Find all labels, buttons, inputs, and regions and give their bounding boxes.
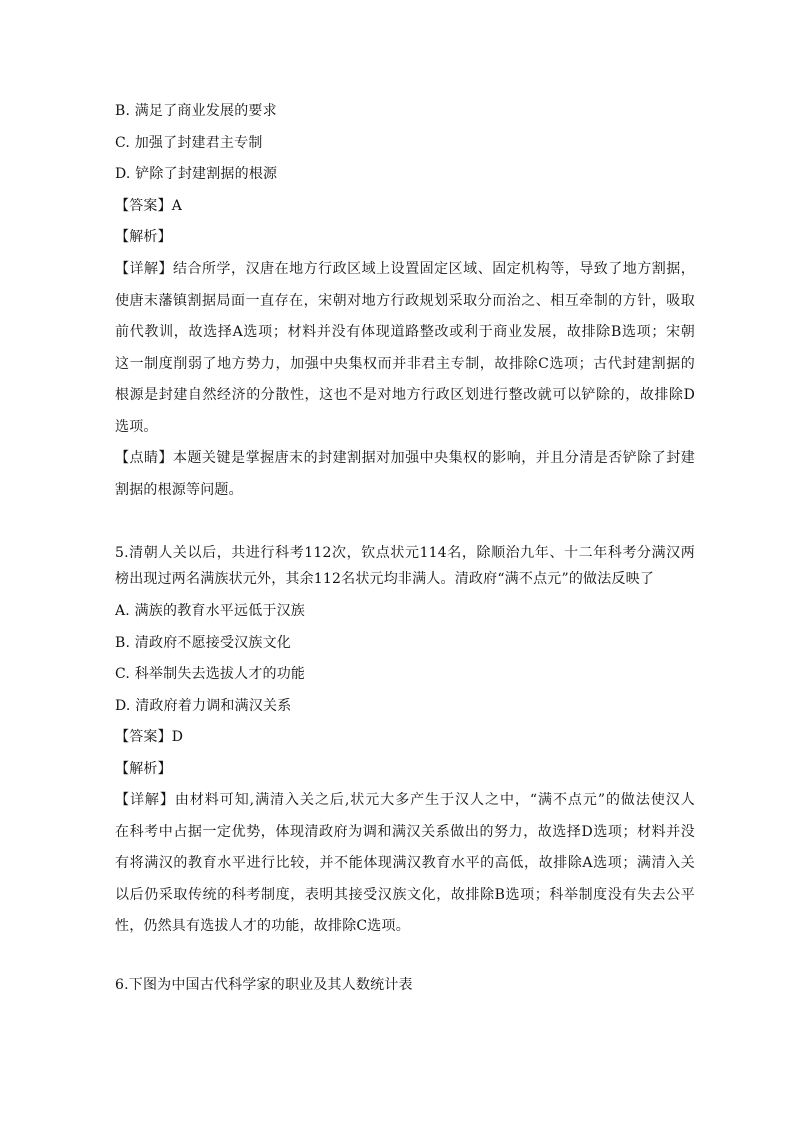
q5-detail-line: 性，仍然具有选拔人才的功能，故排除C选项。: [115, 918, 410, 934]
q5-option-a: A. 满族的教育水平远低于汉族: [115, 603, 306, 619]
q6-stem: 6.下图为中国古代科学家的职业及其人数统计表: [115, 977, 413, 993]
q5-analysis-heading: 【解析】: [115, 761, 172, 777]
q4-analysis-heading: 【解析】: [115, 229, 172, 245]
q4-option-c: C. 加强了封建君主专制: [115, 135, 263, 151]
q4-detail-line: 选项。: [115, 419, 158, 435]
q5-option-d: D. 清政府着力调和满汉关系: [115, 698, 292, 714]
q5-detail-line: 【详解】由材料可知,满清入关之后,状元大多产生于汉人之中，“满不点元”的做法使汉人: [115, 792, 695, 808]
q4-detail-line: 这一制度削弱了地方势力，加强中央集权而并非君主专制，故排除C选项；古代封建割据的: [115, 356, 695, 372]
q5-option-b: B. 清政府不愿接受汉族文化: [115, 635, 291, 651]
q4-detail-line: 前代教训，故选择A选项；材料并没有体现道路整改或利于商业发展，故排除B选项；宋朝: [115, 324, 695, 340]
q5-answer: 【答案】D: [115, 729, 184, 745]
q4-detail-line: 使唐末藩镇割据局面一直存在，宋朝对地方行政规划采取分而治之、相互牵制的方针，吸取: [115, 293, 695, 309]
q4-answer: 【答案】A: [115, 198, 183, 214]
q4-detail-line: 【详解】结合所学，汉唐在地方行政区域上设置固定区域、固定机构等，导致了地方割据，: [115, 261, 695, 277]
q4-point-line: 割据的根源等问题。: [115, 482, 243, 498]
q4-detail-line: 根源是封建自然经济的分散性，这也不是对地方行政区划进行整改就可以铲除的，故排除D: [115, 387, 695, 403]
q4-option-b: B. 满足了商业发展的要求: [115, 103, 277, 119]
q5-stem-line: 5.清朝人关以后，共进行科考112次，钦点状元114名，除顺治九年、十二年科考分满汉两: [115, 545, 695, 561]
q4-point-line: 【点睛】本题关键是掌握唐末的封建割据对加强中央集权的影响，并且分清是否铲除了封建: [115, 450, 695, 466]
q5-stem-line: 榜出现过两名满族状元外，其余112名状元均非满人。清政府“满不点元”的做法反映了: [115, 571, 655, 587]
q5-detail-line: 在科考中占据一定优势，体现清政府为调和满汉关系做出的努力，故选择D选项；材料并没: [115, 824, 695, 840]
q5-option-c: C. 科举制失去选拔人才的功能: [115, 666, 306, 682]
q4-option-d: D. 铲除了封建割据的根源: [115, 166, 278, 182]
q5-detail-line: 以后仍采取传统的科考制度，表明其接受汉族文化，故排除B选项；科举制度没有失去公平: [115, 887, 695, 903]
q5-detail-line: 有将满汉的教育水平进行比较，并不能体现满汉教育水平的高低，故排除A选项；满清入关: [115, 855, 695, 871]
